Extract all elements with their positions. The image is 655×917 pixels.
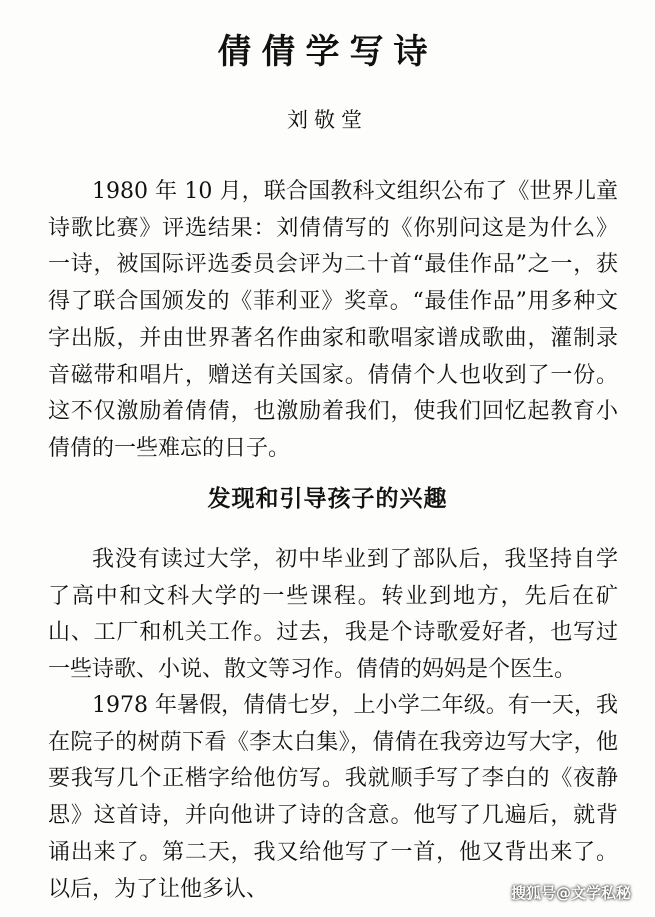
- article-author: 刘敬堂: [287, 108, 368, 132]
- section-paragraph-1: 我没有读过大学，初中毕业到了部队后，我坚持自学了高中和文科大学的一些课程。转业到地方，先后在矿山、工厂和机关工作。过去，我是个诗歌爱好者，也写过一些诗歌、小说、散文等习作。倩倩的妈妈是个医生。: [48, 547, 618, 683]
- section-paragraph-2: 1978 年暑假，倩倩七岁，上小学二年级。有一天，我在院子的树荫下看《李太白集》，倩倩在我旁边写大字，他要我写几个正楷字给他仿写。我就顺手写了李白的《夜静思》这首诗，并向他讲了诗的含意。他写了几遍后，就背诵出来了。第二天，我又给他写了一首，他又背出来了。以后，为了让他多认、: [48, 693, 618, 902]
- intro-paragraph: 1980 年 10 月，联合国教科文组织公布了《世界儿童诗歌比赛》评选结果：刘倩倩写的《你别问这是为什么》一诗，被国际评选委员会评为二十首“最佳作品”之一，获得了联合国颁发的《菲利亚》奖章。“最佳作品”用多种文字出版，并由世界著名作曲家和歌唱家谱成歌曲，灌制录音磁带和唱片，赠送有关国家。倩倩个人也收到了一份。这不仅激励着倩倩，也激励着我们，使我们回忆起教育小倩倩的一些难忘的日子。: [48, 179, 618, 461]
- article-title: 倩倩学写诗: [217, 32, 438, 72]
- watermark: 搜狐号@文学私秘: [510, 884, 631, 902]
- section-heading: 发现和引导孩子的兴趣: [207, 486, 448, 512]
